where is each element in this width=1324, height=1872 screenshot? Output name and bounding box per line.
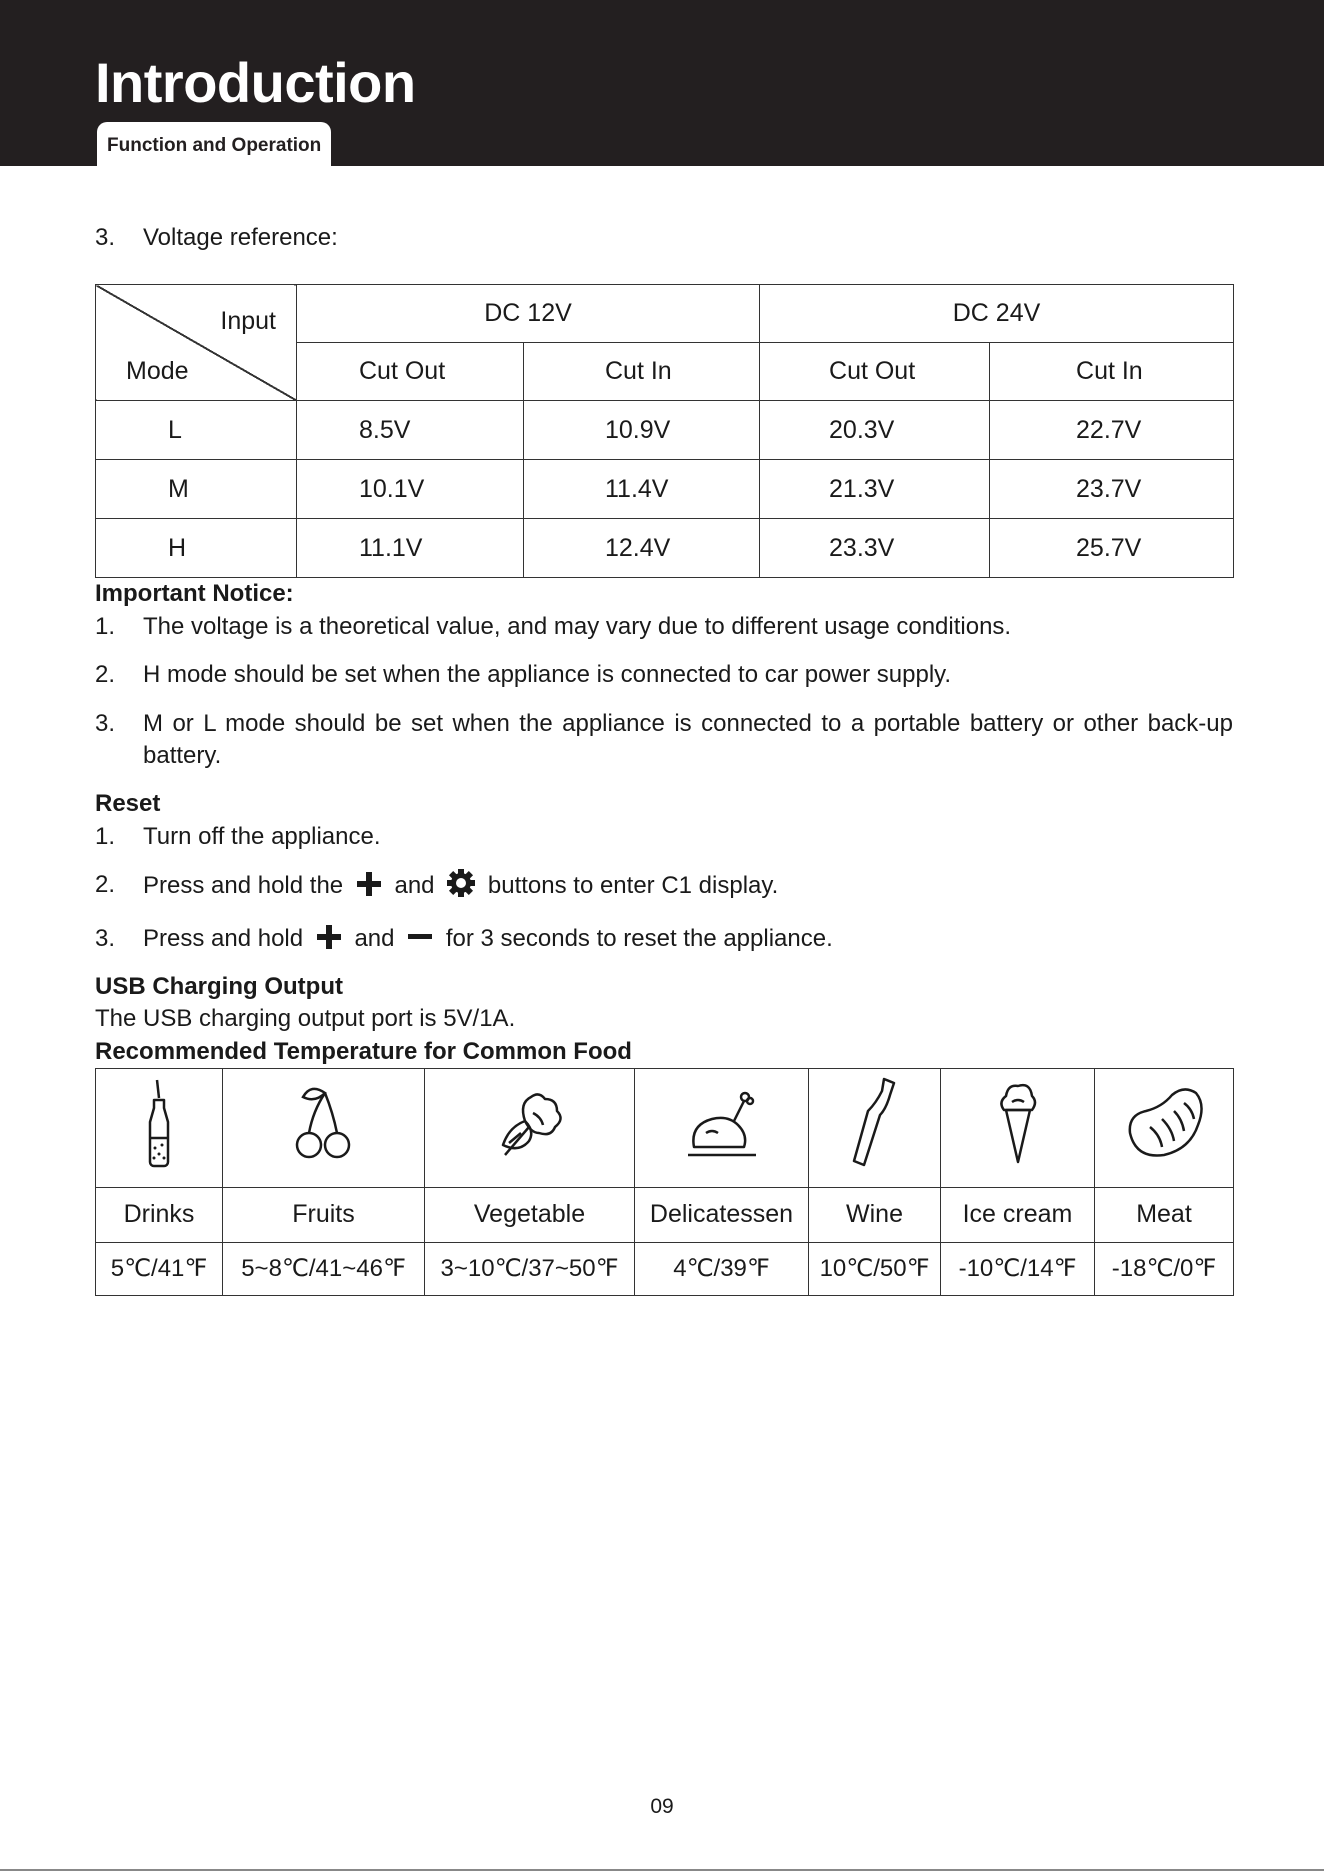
cherries-icon	[289, 1083, 359, 1163]
reset-text-part: Press and hold the	[143, 872, 344, 900]
mode-cell: H	[96, 519, 297, 578]
reset-text-part: and	[354, 924, 395, 952]
food-name-cell: Fruits	[223, 1188, 425, 1243]
usb-text: The USB charging output port is 5V/1A.	[95, 1005, 516, 1033]
plus-icon	[316, 924, 342, 950]
corner-input-label: Input	[220, 307, 276, 336]
value-cell: 11.1V	[297, 519, 524, 578]
mode-cell: M	[96, 460, 297, 519]
reset-text-part: buttons to enter C1 display.	[487, 872, 779, 900]
reset-text-part: for 3 seconds to reset the appliance.	[445, 924, 833, 952]
voltage-heading-text: Voltage reference:	[143, 224, 338, 251]
value-cell: 12.4V	[524, 519, 760, 578]
subheader-cell: Cut Out	[760, 343, 990, 401]
reset-heading: Reset	[95, 790, 161, 818]
list-item	[95, 869, 1233, 902]
value-cell: 23.3V	[760, 519, 990, 578]
plus-icon	[356, 871, 382, 897]
section-tab: Function and Operation	[97, 122, 331, 166]
list-text: Turn off the appliance.	[143, 822, 381, 850]
page-title: Introduction	[95, 51, 416, 114]
bottom-divider	[0, 1869, 1324, 1871]
food-temperature-table	[95, 1068, 1234, 1296]
list-number: 2.	[95, 871, 116, 899]
food-temperature-cell: 3~10℃/37~50℉	[425, 1243, 635, 1296]
drink-bottle-icon	[139, 1078, 179, 1168]
food-icon-cell	[223, 1069, 425, 1188]
minus-icon	[407, 924, 433, 950]
voltage-heading	[95, 222, 1233, 254]
table-row	[96, 519, 1234, 578]
table-row	[96, 401, 1234, 460]
list-text: The voltage is a theoretical value, and may vary due to different usage conditions.	[143, 612, 1012, 640]
voltage-table	[95, 284, 1234, 578]
food-icon-row	[96, 1069, 1234, 1188]
list-number: 1.	[95, 612, 116, 640]
food-icon-cell	[809, 1069, 941, 1188]
list-text: M or L mode should be set when the appliance is connected to a portable battery or other back-up battery.	[143, 709, 1233, 769]
list-text	[143, 923, 1233, 955]
table-row	[96, 460, 1234, 519]
value-cell: 22.7V	[990, 401, 1234, 460]
food-temperature-cell: 5~8℃/41~46℉	[223, 1243, 425, 1296]
corner-header-cell	[96, 285, 297, 401]
list-number: 3.	[95, 924, 116, 952]
step-number: 3.	[95, 224, 116, 251]
vegetable-icon	[495, 1083, 565, 1163]
food-name-cell: Drinks	[96, 1188, 223, 1243]
header-bar	[0, 0, 1324, 166]
ice-cream-icon	[996, 1080, 1040, 1166]
value-cell: 20.3V	[760, 401, 990, 460]
food-icon-cell	[96, 1069, 223, 1188]
food-temperature-cell: 10℃/50℉	[809, 1243, 941, 1296]
value-cell: 25.7V	[990, 519, 1234, 578]
reset-text-part: and	[394, 872, 435, 900]
food-icon-cell	[425, 1069, 635, 1188]
food-icon-cell	[1095, 1069, 1234, 1188]
value-cell: 10.1V	[297, 460, 524, 519]
food-temperature-row	[96, 1243, 1234, 1296]
usb-heading: USB Charging Output	[95, 972, 343, 1000]
value-cell: 21.3V	[760, 460, 990, 519]
subheader-cell: Cut In	[990, 343, 1234, 401]
value-cell: 23.7V	[990, 460, 1234, 519]
food-temperature-cell: 4℃/39℉	[635, 1243, 809, 1296]
food-icon-cell	[941, 1069, 1095, 1188]
wine-bottle-icon	[850, 1075, 900, 1171]
voltage-group-row	[96, 285, 1234, 343]
food-name-row	[96, 1188, 1234, 1243]
food-icon-cell	[635, 1069, 809, 1188]
group-header-dc12: DC 12V	[297, 285, 760, 343]
list-item	[95, 659, 1233, 691]
corner-mode-label: Mode	[126, 356, 189, 385]
food-temperature-cell: 5℃/41℉	[96, 1243, 223, 1296]
list-item	[95, 611, 1233, 643]
food-name-cell: Vegetable	[425, 1188, 635, 1243]
roast-chicken-icon	[682, 1085, 762, 1161]
food-name-cell: Wine	[809, 1188, 941, 1243]
list-text: H mode should be set when the appliance is connected to car power supply.	[143, 661, 952, 689]
gear-icon	[447, 869, 475, 897]
subheader-cell: Cut In	[524, 343, 760, 401]
steak-icon	[1122, 1085, 1206, 1161]
mode-cell: L	[96, 401, 297, 460]
page-number: 09	[650, 1795, 674, 1818]
food-name-cell: Delicatessen	[635, 1188, 809, 1243]
food-name-cell: Meat	[1095, 1188, 1234, 1243]
list-item	[95, 923, 1233, 955]
value-cell: 8.5V	[297, 401, 524, 460]
list-item	[95, 821, 1233, 853]
food-temperature-cell: -10℃/14℉	[941, 1243, 1095, 1296]
page-content	[95, 222, 1233, 1296]
list-number: 2.	[95, 661, 116, 689]
group-header-dc24: DC 24V	[760, 285, 1234, 343]
list-text	[143, 869, 1233, 902]
value-cell: 10.9V	[524, 401, 760, 460]
food-name-cell: Ice cream	[941, 1188, 1095, 1243]
food-temperature-cell: -18℃/0℉	[1095, 1243, 1234, 1296]
list-number: 1.	[95, 822, 116, 850]
subheader-cell: Cut Out	[297, 343, 524, 401]
list-item	[95, 708, 1233, 773]
reset-text-part: Press and hold	[143, 924, 304, 952]
value-cell: 11.4V	[524, 460, 760, 519]
list-number: 3.	[95, 709, 116, 737]
food-temperature-heading: Recommended Temperature for Common Food	[95, 1037, 632, 1065]
important-notice-heading: Important Notice:	[95, 580, 294, 608]
